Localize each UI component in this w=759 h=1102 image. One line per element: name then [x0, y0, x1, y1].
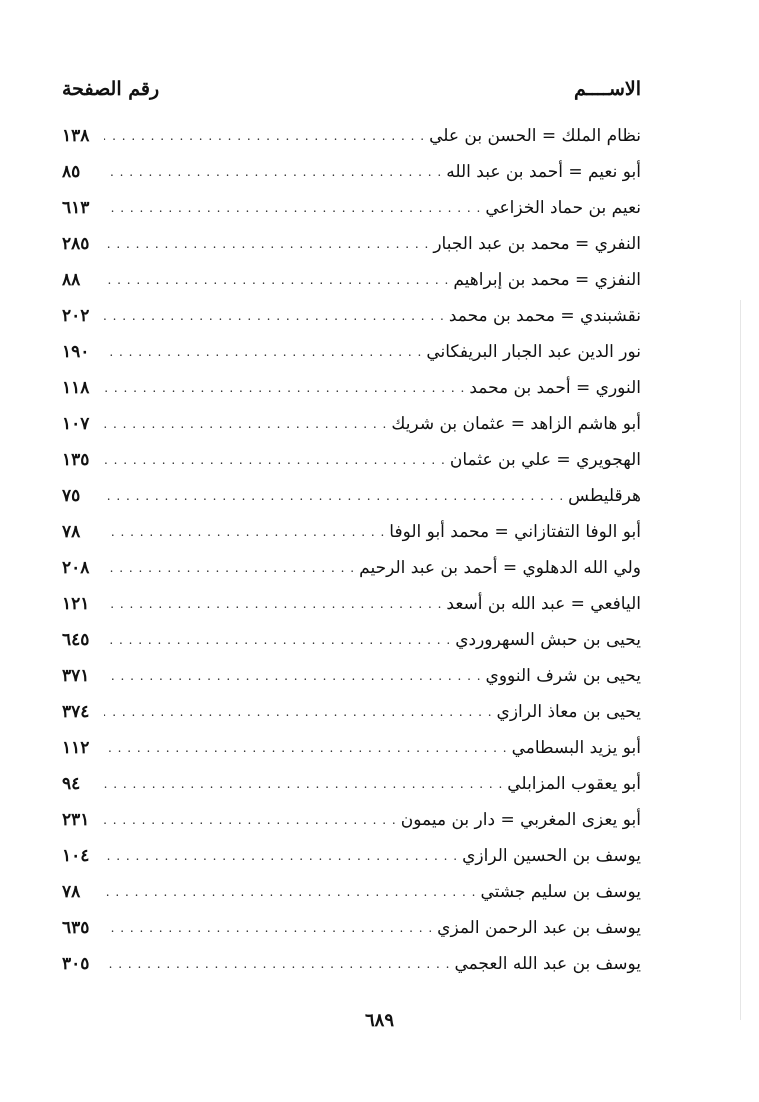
- entry-name: يحيى بن معاذ الرازي: [496, 702, 641, 722]
- index-entry: [62, 730, 641, 766]
- entry-page-number: ١٩٠: [62, 342, 90, 362]
- index-entry: [62, 118, 641, 154]
- dot-leader: [104, 882, 476, 902]
- dot-leader: [104, 558, 355, 578]
- entry-page-number: ٩٤: [62, 774, 81, 794]
- index-entry: [62, 766, 641, 802]
- entry-name: يحيى بن شرف النووي: [485, 666, 641, 686]
- index-entry: [62, 874, 641, 910]
- entry-page-number: ١٠٤: [62, 846, 90, 866]
- dot-leader: [104, 450, 446, 470]
- index-entry: [62, 334, 641, 370]
- index-entry: [62, 226, 641, 262]
- entry-name: نظام الملك = الحسن بن علي: [429, 126, 641, 146]
- entry-name: اليافعي = عبد الله بن أسعد: [446, 594, 641, 614]
- entry-name: نعيم بن حماد الخزاعي: [485, 198, 641, 218]
- entry-page-number: ٢٨٥: [62, 234, 90, 254]
- index-entry: [62, 370, 641, 406]
- index-entry: [62, 694, 641, 730]
- entry-page-number: ١٣٨: [62, 126, 90, 146]
- entry-name: أبو هاشم الزاهد = عثمان بن شريك: [391, 414, 641, 434]
- entry-name: ولي الله الدهلوي = أحمد بن عبد الرحيم: [359, 558, 641, 578]
- index-entry: [62, 586, 641, 622]
- dot-leader: [104, 414, 387, 434]
- entry-page-number: ١١٢: [62, 738, 90, 758]
- dot-leader: [104, 630, 451, 650]
- dot-leader: [104, 126, 425, 146]
- entry-page-number: ٨٨: [62, 270, 81, 290]
- entry-name: يوسف بن سليم جشتي: [480, 882, 641, 902]
- entry-page-number: ٨٥: [62, 162, 81, 182]
- entry-name: نقشبندي = محمد بن محمد: [448, 306, 641, 326]
- entry-page-number: ٣٧١: [62, 666, 90, 686]
- entry-name: نور الدين عبد الجبار البريفكاني: [426, 342, 641, 362]
- index-entry: [62, 946, 641, 982]
- entry-page-number: ٦٤٥: [62, 630, 90, 650]
- entry-name: النوري = أحمد بن محمد: [469, 378, 641, 398]
- dot-leader: [104, 198, 481, 218]
- name-column-heading: الاســــم: [574, 78, 641, 100]
- entry-name: أبو الوفا التفتازاني = محمد أبو الوفا: [389, 522, 641, 542]
- entry-page-number: ٧٨: [62, 882, 81, 902]
- entry-page-number: ٢٠٢: [62, 306, 90, 326]
- index-entry: [62, 622, 641, 658]
- page-edge-line: [740, 300, 741, 1020]
- entry-page-number: ٦٣٥: [62, 918, 90, 938]
- entry-page-number: ٦١٣: [62, 198, 90, 218]
- entry-name: أبو يعزى المغربي = دار بن ميمون: [400, 810, 641, 830]
- entry-name: أبو نعيم = أحمد بن عبد الله: [446, 162, 641, 182]
- entry-name: هرقليطس: [568, 486, 641, 506]
- dot-leader: [104, 162, 442, 182]
- index-entry: [62, 298, 641, 334]
- index-entry: [62, 262, 641, 298]
- entry-name: النفري = محمد بن عبد الجبار: [433, 234, 641, 254]
- dot-leader: [104, 306, 445, 326]
- entry-page-number: ٣٠٥: [62, 954, 90, 974]
- dot-leader: [104, 954, 450, 974]
- index-entry: [62, 802, 641, 838]
- dot-leader: [104, 774, 503, 794]
- entry-page-number: ٧٥: [62, 486, 81, 506]
- index-entry: [62, 550, 641, 586]
- dot-leader: [104, 846, 458, 866]
- page-column-heading: رقم الصفحة: [62, 78, 160, 100]
- dot-leader: [104, 342, 422, 362]
- entry-name: أبو يزيد البسطامي: [511, 738, 641, 758]
- dot-leader: [104, 522, 385, 542]
- index-entry: [62, 910, 641, 946]
- dot-leader: [104, 702, 493, 722]
- entry-page-number: ٧٨: [62, 522, 81, 542]
- entry-page-number: ١١٨: [62, 378, 90, 398]
- entry-name: يوسف بن عبد الرحمن المزي: [437, 918, 641, 938]
- index-entry: [62, 190, 641, 226]
- entry-name: يوسف بن الحسين الرازي: [462, 846, 641, 866]
- index-entry: [62, 442, 641, 478]
- entry-name: النفزي = محمد بن إبراهيم: [453, 270, 641, 290]
- dot-leader: [104, 378, 465, 398]
- index-entry: [62, 838, 641, 874]
- dot-leader: [104, 594, 442, 614]
- dot-leader: [104, 486, 564, 506]
- index-header: [62, 72, 641, 106]
- dot-leader: [104, 270, 449, 290]
- dot-leader: [104, 234, 429, 254]
- entry-name: يوسف بن عبد الله العجمي: [454, 954, 641, 974]
- entry-page-number: ٢٣١: [62, 810, 90, 830]
- entry-name: يحيى بن حبش السهروردي: [455, 630, 641, 650]
- entry-page-number: ١٢١: [62, 594, 90, 614]
- index-entry: [62, 658, 641, 694]
- index-entry: [62, 406, 641, 442]
- entry-page-number: ١٠٧: [62, 414, 90, 434]
- entry-page-number: ٢٠٨: [62, 558, 90, 578]
- page-number-footer: ٦٨٩: [364, 1010, 394, 1031]
- dot-leader: [104, 666, 482, 686]
- entry-name: أبو يعقوب المزابلي: [507, 774, 641, 794]
- dot-leader: [104, 738, 508, 758]
- dot-leader: [104, 918, 433, 938]
- index-entry: [62, 478, 641, 514]
- index-entry: [62, 514, 641, 550]
- entry-name: الهجويري = علي بن عثمان: [449, 450, 641, 470]
- index-entry-list: [62, 118, 641, 982]
- entry-page-number: ١٣٥: [62, 450, 90, 470]
- index-entry: [62, 154, 641, 190]
- dot-leader: [104, 810, 397, 830]
- entry-page-number: ٣٧٤: [62, 702, 90, 722]
